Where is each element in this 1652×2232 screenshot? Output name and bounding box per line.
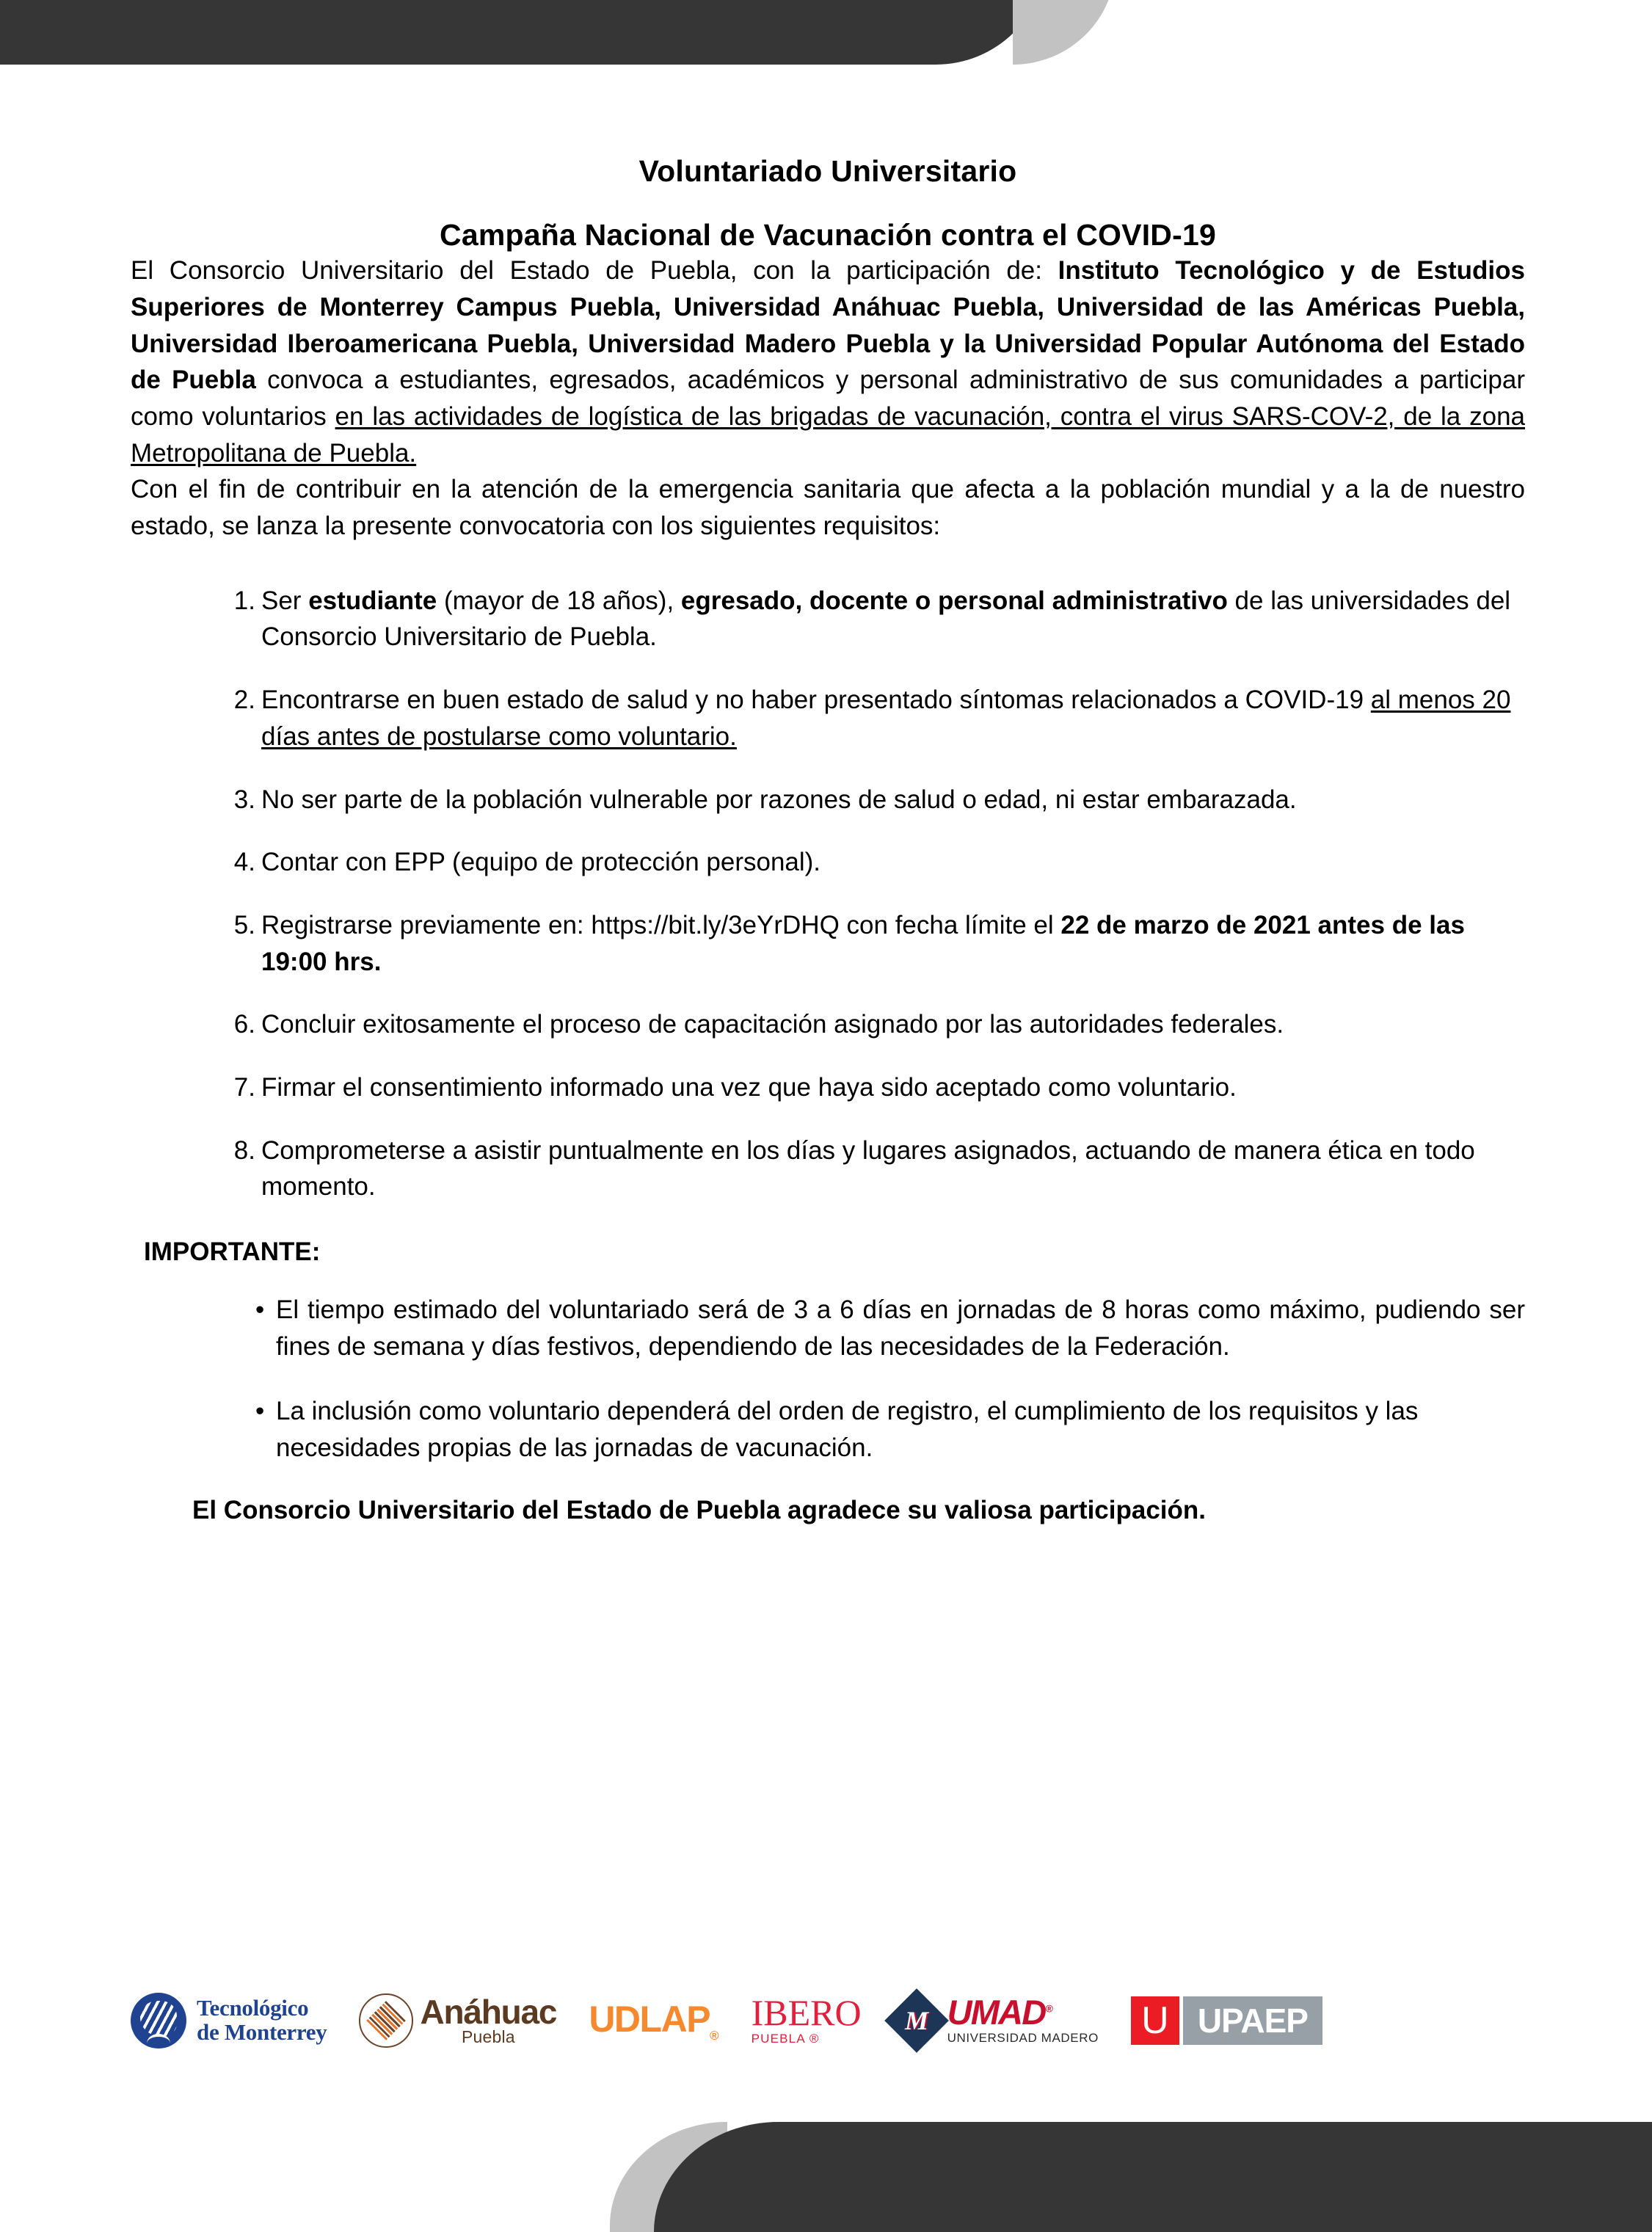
- logo-upaep: [1131, 1996, 1322, 2045]
- upaep-mark-letter: U: [1141, 1999, 1169, 2042]
- requirement-text-pre: Contar con EPP (equipo de protección personal).: [261, 848, 821, 877]
- requirement-bold-2: egresado, docente o personal administrativo: [680, 586, 1228, 615]
- requirement-text-pre: Encontrarse en buen estado de salud y no haber presentado síntomas relacionados a COVID-19: [261, 686, 1371, 715]
- requirement-text-pre: No ser parte de la población vulnerable por razones de salud o edad, ni estar embarazada.: [261, 785, 1297, 814]
- requirement-text-pre: Firmar el consentimiento informado una vez que haya sido aceptado como voluntario.: [261, 1072, 1237, 1102]
- important-notes-list: [131, 1292, 1525, 1466]
- upaep-wordmark: UPAEP: [1197, 2001, 1308, 2040]
- logo-umad: [894, 1992, 1099, 2046]
- requirement-item: [226, 1133, 1525, 1205]
- tec-wordmark-line-2: de Monterrey: [197, 2019, 327, 2045]
- requirement-item: [226, 844, 1525, 881]
- important-heading: IMPORTANTE:: [144, 1237, 321, 1267]
- umad-wordmark: [947, 1992, 1099, 2032]
- page-title-line-1: Voluntariado Universitario: [638, 154, 1017, 188]
- umad-wordmark-text: UMAD: [947, 1992, 1046, 2032]
- intro-universities-bold: Instituto Tecnológico y de Estudios Superiores de Monterrey Campus Puebla, Universidad Anáhuac Puebla, Universidad de las Américas Puebla, Universidad Iberoamericana Puebla, Universidad Madero Puebla y la Universidad Popular Autónoma del Estado de Puebla: [131, 256, 1525, 395]
- requirement-text-pre: Registrarse previamente en: https://bit.ly/3eYrDHQ con fecha límite el: [261, 910, 1061, 939]
- requirement-item: [226, 1006, 1525, 1043]
- anahuac-wordmark-sub: Puebla: [461, 2026, 515, 2046]
- tec-flame-icon: [131, 1993, 186, 2049]
- logo-ibero-puebla: [751, 1992, 862, 2046]
- umad-registered-icon: ®: [1045, 2002, 1052, 2015]
- anahuac-wordmark: [420, 1992, 557, 2046]
- upaep-u-mark-icon: [1131, 1996, 1179, 2045]
- requirement-bold-1: estudiante: [308, 586, 437, 615]
- note-item: • La inclusión como voluntario dependerá del orden de registro, el cumplimiento de los requisitos y las necesidades propias de las jornadas de vacunación.: [252, 1393, 1525, 1466]
- requirement-item: [226, 682, 1525, 755]
- requirement-item: [226, 907, 1525, 980]
- upaep-wordmark-box: [1183, 1996, 1322, 2045]
- top-decoration-ribbon: [0, 0, 1145, 65]
- document-content: [131, 154, 1525, 1525]
- requirements-list: [131, 583, 1525, 1205]
- requirement-text-pre: Comprometerse a asistir puntualmente en los días y lugares asignados, actuando de manera ética en todo momento.: [261, 1135, 1475, 1202]
- requirement-text-post: de las universidades del Consorcio Universitario de Puebla.: [261, 586, 1511, 652]
- umad-textblock: [947, 1992, 1099, 2046]
- udlap-registered-icon: ®: [710, 2029, 719, 2043]
- requirement-text-pre: Concluir exitosamente el proceso de capacitación asignado por las autoridades federales.: [261, 1010, 1284, 1039]
- note-item: • El tiempo estimado del voluntariado será de 3 a 6 días en jornadas de 8 horas como máximo, pudiendo ser fines de semana y días festivos, dependiendo de las necesidades de la Federación.: [252, 1292, 1525, 1365]
- requirement-item: [226, 583, 1525, 655]
- umad-diamond-icon: [884, 1988, 949, 2053]
- anahuac-seal-ring: [359, 1993, 413, 2048]
- logo-udlap: [589, 1998, 718, 2043]
- bottom-decoration-gray-shape: [610, 2122, 727, 2232]
- top-decoration-gray-shape: [1013, 0, 1116, 65]
- anahuac-seal-icon: [359, 1993, 413, 2048]
- tec-wordmark: [197, 1996, 327, 2044]
- requirement-text-mid: (mayor de 18 años),: [437, 586, 681, 615]
- anahuac-wordmark-main: Anáhuac: [420, 1992, 557, 2031]
- intro-underlined-scope: en las actividades de logística de las brigadas de vacunación, contra el virus SARS-COV-2, de la zona Metropolitana de Puebla.: [131, 402, 1526, 468]
- logo-anahuac-puebla: [359, 1993, 556, 2048]
- logo-tecnologico-de-monterrey: [131, 1993, 327, 2049]
- intro-part-1: El Consorcio Universitario del Estado de Puebla, con la participación de:: [131, 256, 1058, 286]
- requirement-text-pre: Ser: [261, 586, 309, 615]
- bottom-decoration-dark-shape: [654, 2122, 1652, 2232]
- udlap-wordmark-text: UDLAP: [589, 1999, 710, 2040]
- requirement-item: [226, 1069, 1525, 1106]
- partner-logos-strip: [131, 1973, 1525, 2068]
- second-paragraph: Con el fin de contribuir en la atención de la emergencia sanitaria que afecta a la población mundial y a la de nuestro estado, se lanza la presente convocatoria con los siguientes requisitos:: [131, 475, 1525, 541]
- requirement-underlined: al menos 20 días antes de postularse como voluntario.: [261, 686, 1511, 751]
- closing-statement: El Consorcio Universitario del Estado de Puebla agradece su valiosa participación.: [192, 1496, 1206, 1525]
- tec-wordmark-line-1: Tecnológico: [197, 1995, 309, 2021]
- umad-monogram: M: [904, 2005, 928, 2035]
- bottom-decoration-ribbon: [478, 2122, 1652, 2203]
- top-decoration-dark-shape: [0, 0, 1046, 65]
- requirement-item: [226, 782, 1525, 818]
- intro-paragraph: [131, 252, 1525, 471]
- udlap-wordmark: [589, 1998, 718, 2043]
- ibero-wordmark: IBERO: [751, 1992, 862, 2033]
- umad-wordmark-sub: UNIVERSIDAD MADERO: [947, 2031, 1099, 2046]
- ibero-wordmark-sub: PUEBLA ®: [751, 2032, 820, 2046]
- intro-part-2: convoca a estudiantes, egresados, académicos y personal administrativo de sus comunidades a participar como voluntarios: [131, 366, 1526, 432]
- requirement-deadline-bold: 22 de marzo de 2021 antes de las 19:00 hrs.: [261, 910, 1465, 976]
- page-title-line-2: Campaña Nacional de Vacunación contra el COVID-19: [440, 218, 1216, 252]
